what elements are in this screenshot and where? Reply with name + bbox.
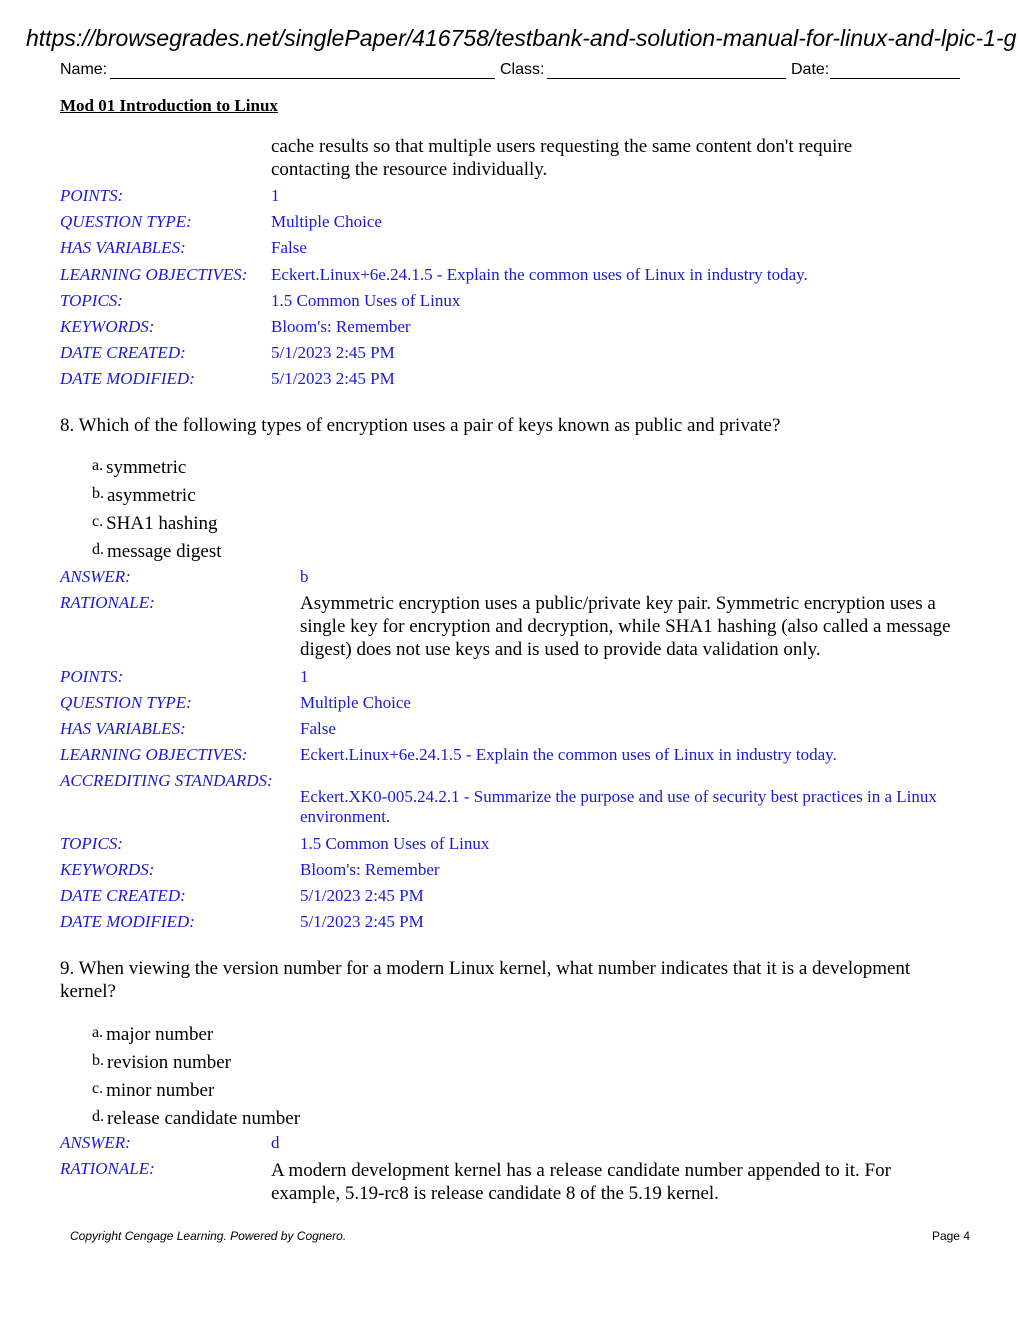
q8-has-variables-label: HAS VARIABLES: [60, 719, 186, 738]
date-modified-value: 5/1/2023 2:45 PM [271, 369, 395, 388]
q9-option-b: b. revision number [92, 1052, 232, 1073]
q8-question-type-value: Multiple Choice [300, 693, 411, 712]
points-label: POINTS: [60, 186, 124, 205]
date-line [830, 78, 960, 79]
q8-rationale-text: Asymmetric encryption uses a public/private key pair. Symmetric encryption uses a single key for encryption and decryption, while SHA1 hashing (also called a message digest) does not use keys and is used to provide data validation only. [300, 593, 951, 660]
q8-question-type-label: QUESTION TYPE: [60, 693, 192, 712]
q8-accrediting-standards-value: Eckert.XK0-005.24.2.1 - Summarize the purpose and use of security best practices in a Linux environment. [300, 787, 937, 826]
keywords-label: KEYWORDS: [60, 317, 155, 336]
q9-rationale-label: RATIONALE: [60, 1159, 155, 1178]
footer-copyright: Copyright Cengage Learning. Powered by Cognero. [70, 1229, 347, 1243]
date-created-label: DATE CREATED: [60, 343, 186, 362]
q8-accrediting-standards-label: ACCREDITING STANDARDS: [60, 771, 273, 790]
q8-learning-objectives-label: LEARNING OBJECTIVES: [60, 745, 248, 764]
date-created-value: 5/1/2023 2:45 PM [271, 343, 395, 362]
date-modified-label: DATE MODIFIED: [60, 369, 195, 388]
has-variables-label: HAS VARIABLES: [60, 238, 186, 257]
q9-rationale-text: A modern development kernel has a release candidate number appended to it. For example, 5.19-rc8 is release candidate 8 of the 5.19 kernel. [271, 1160, 891, 1204]
q8-option-a: a. symmetric [92, 457, 187, 478]
q9-option-a: a. major number [92, 1024, 214, 1045]
class-label: Class: [500, 61, 545, 78]
topics-label: TOPICS: [60, 291, 123, 310]
q8-date-modified-value: 5/1/2023 2:45 PM [300, 912, 424, 931]
q8-rationale-label: RATIONALE: [60, 593, 155, 612]
q9-option-c: c. minor number [92, 1080, 215, 1101]
module-title: Mod 01 Introduction to Linux [60, 96, 278, 115]
q8-option-b: b. asymmetric [92, 485, 196, 506]
footer-page-number: Page 4 [931, 1229, 970, 1243]
source-url: https://browsegrades.net/singlePaper/416758/testbank-and-solution-manual-for-linux-and-lpic-1-g [26, 25, 1017, 51]
date-label: Date: [791, 61, 830, 78]
rationale-continuation: cache results so that multiple users requesting the same content don't require contacting the resource individually. [271, 136, 853, 180]
points-value: 1 [271, 186, 280, 205]
q8-points-value: 1 [300, 667, 309, 686]
question-type-value: Multiple Choice [271, 212, 382, 231]
q8-keywords-value: Bloom's: Remember [300, 860, 440, 879]
keywords-value: Bloom's: Remember [271, 317, 411, 336]
name-label: Name: [60, 61, 108, 78]
question-9-text: 9. When viewing the version number for a modern Linux kernel, what number indicates that it is a development kernel? [60, 958, 911, 1002]
q8-topics-label: TOPICS: [60, 834, 123, 853]
learning-objectives-value: Eckert.Linux+6e.24.1.5 - Explain the common uses of Linux in industry today. [271, 265, 808, 284]
q8-date-created-value: 5/1/2023 2:45 PM [300, 886, 424, 905]
topics-value: 1.5 Common Uses of Linux [271, 291, 461, 310]
q8-option-d: d. message digest [92, 541, 222, 562]
q8-date-created-label: DATE CREATED: [60, 886, 186, 905]
name-line [110, 78, 495, 79]
question-8-text: 8. Which of the following types of encryption uses a pair of keys known as public and private? [60, 415, 781, 436]
learning-objectives-label: LEARNING OBJECTIVES: [60, 265, 248, 284]
question-type-label: QUESTION TYPE: [60, 212, 192, 231]
class-line [547, 78, 786, 79]
q8-date-modified-label: DATE MODIFIED: [60, 912, 195, 931]
q8-keywords-label: KEYWORDS: [60, 860, 155, 879]
q9-answer-label: ANSWER: [60, 1133, 131, 1152]
q8-option-c: c. SHA1 hashing [92, 513, 218, 534]
q8-points-label: POINTS: [60, 667, 124, 686]
q8-learning-objectives-value: Eckert.Linux+6e.24.1.5 - Explain the common uses of Linux in industry today. [300, 745, 837, 764]
q9-option-d: d. release candidate number [92, 1108, 301, 1129]
q9-answer-value: d [271, 1133, 280, 1152]
q8-has-variables-value: False [300, 719, 336, 738]
q8-answer-label: ANSWER: [60, 567, 131, 586]
has-variables-value: False [271, 238, 307, 257]
q8-topics-value: 1.5 Common Uses of Linux [300, 834, 490, 853]
q8-answer-value: b [300, 567, 309, 586]
